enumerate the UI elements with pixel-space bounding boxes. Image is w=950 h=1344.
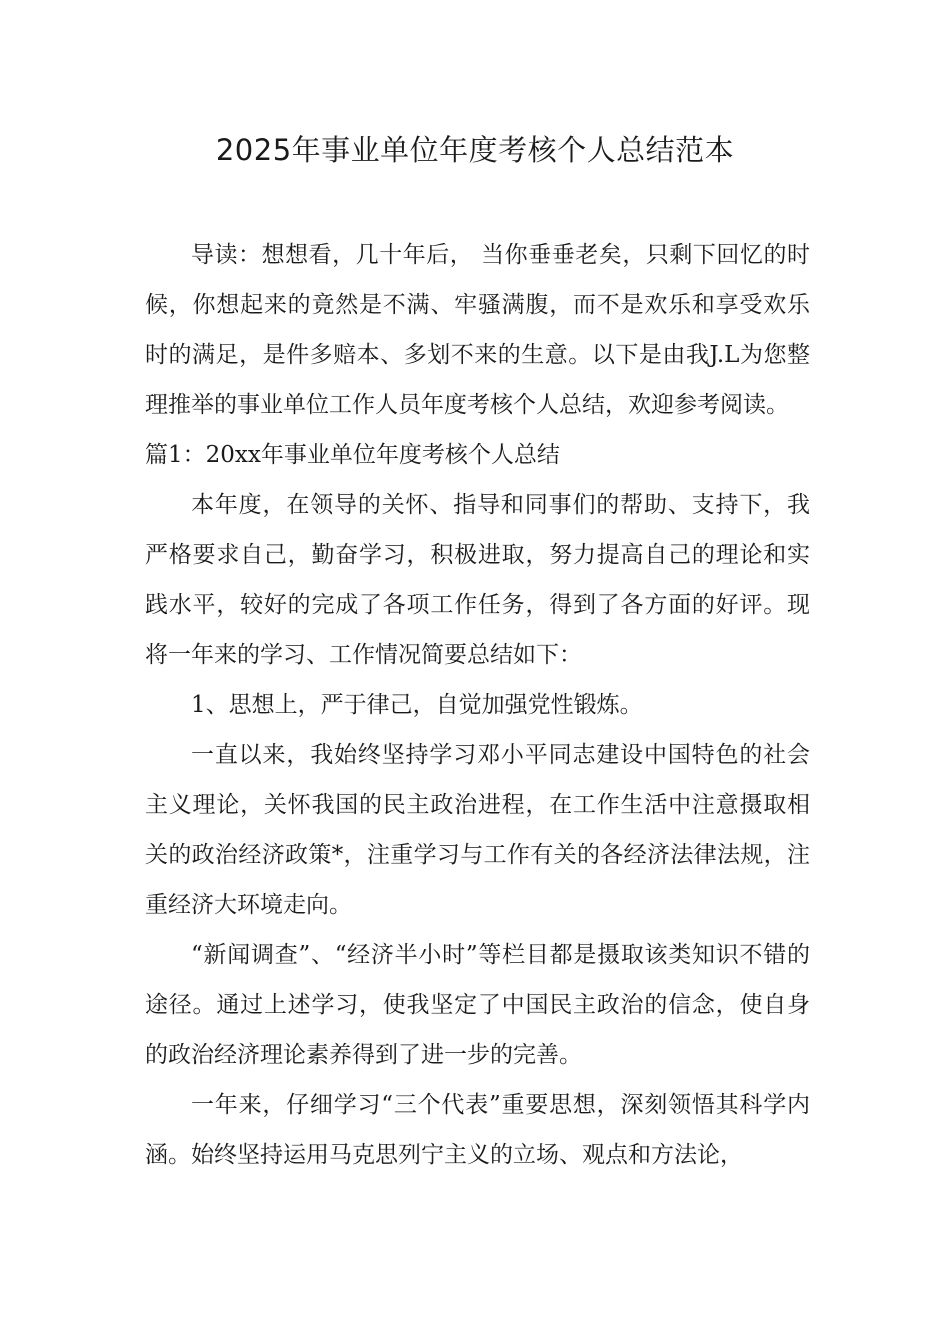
body-paragraph: 本年度，在领导的关怀、指导和同事们的帮助、支持下，我严格要求自己，勤奋学习，积极进取，努力提高自己的理论和实践水平，较好的完成了各项工作任务，得到了各方面的好评。现将一年来的学习、工作情况简要总结如下： bbox=[145, 492, 810, 668]
body-paragraph: 一直以来，我始终坚持学习邓小平同志建设中国特色的社会主义理论，关怀我国的民主政治进程，在工作生活中注意摄取相关的政治经济政策*，注重学习与工作有关的各经济法律法规，注重经济大环境走向。 bbox=[145, 742, 810, 918]
body-paragraph: 一年来，仔细学习“三个代表”重要思想，深刻领悟其科学内涵。始终坚持运用马克思列宁主义的立场、观点和方法论， bbox=[145, 1092, 810, 1168]
body-paragraph: 1、思想上，严于律己，自觉加强党性锻炼。 bbox=[191, 692, 643, 718]
body-paragraph: “新闻调查”、“经济半小时”等栏目都是摄取该类知识不错的途径。通过上述学习，使我坚定了中国民主政治的信念，使自身的政治经济理论素养得到了进一步的完善。 bbox=[145, 942, 810, 1068]
intro-paragraph: 导读：想想看，几十年后， 当你垂垂老矣，只剩下回忆的时候，你想起来的竟然是不满、牢骚满腹，而不是欢乐和享受欢乐时的满足，是件多赔本、多划不来的生意。以下是由我J.L为您整理推举的事业单位工作人员年度考核个人总结，欢迎参考阅读。 bbox=[145, 242, 810, 418]
section-heading: 篇1：20xx年事业单位年度考核个人总结 bbox=[145, 442, 560, 468]
document-title: 2025年事业单位年度考核个人总结范本 bbox=[215, 133, 735, 167]
document-body bbox=[145, 230, 810, 1180]
